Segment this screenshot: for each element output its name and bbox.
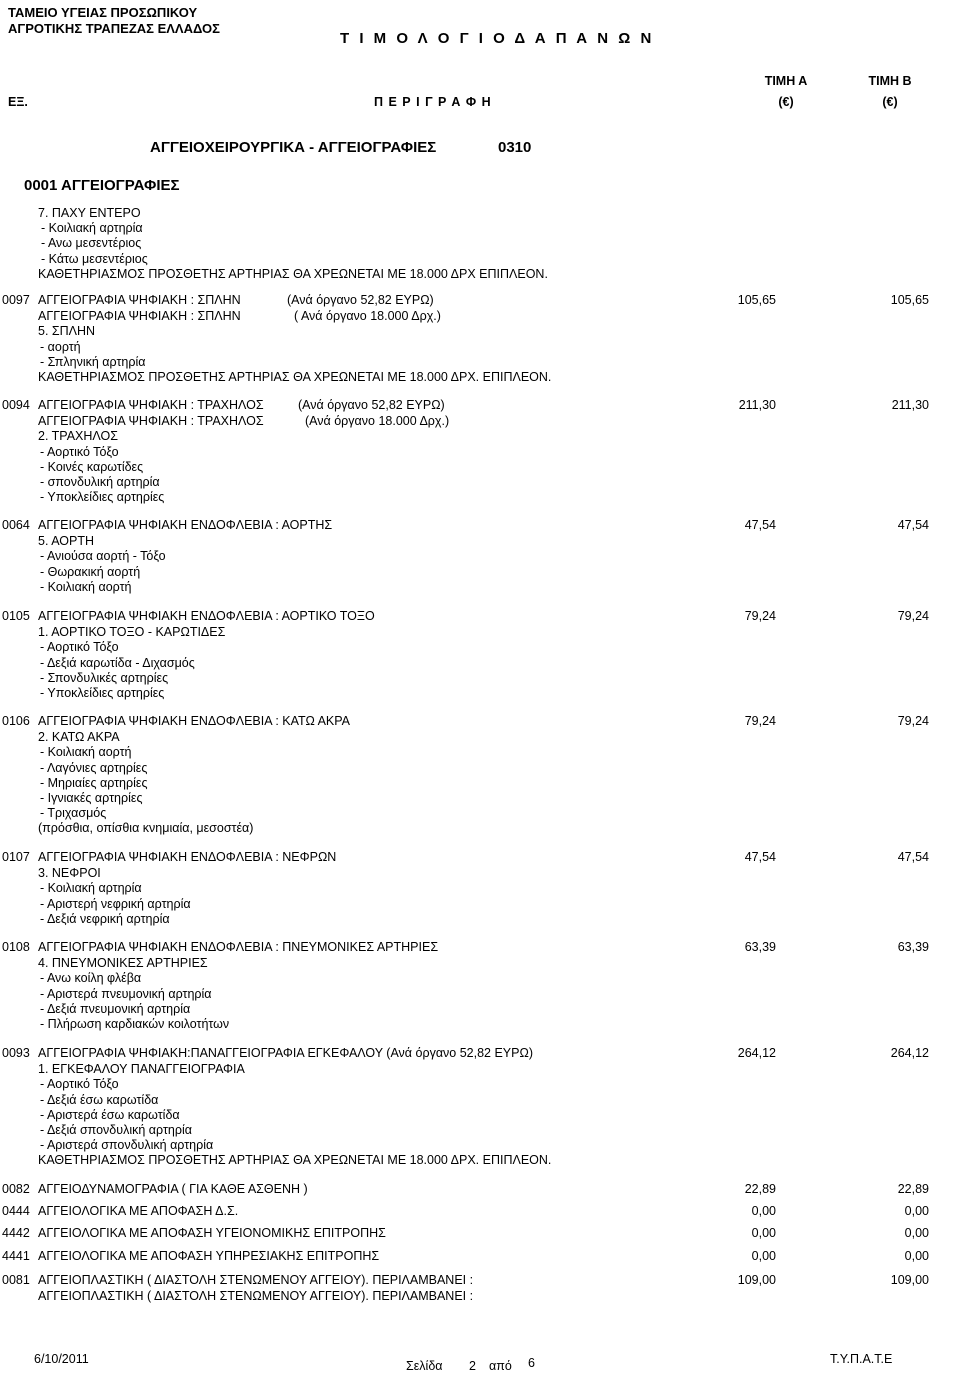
footer-of-label: από: [489, 1359, 512, 1373]
item-detail-line: - Κοιλιακή αρτηρία: [40, 881, 142, 896]
item-code: 4441: [2, 1249, 30, 1263]
item-description: ΑΓΓΕΙΟΓΡΑΦΙΑ ΨΗΦΙΑΚΗ ΕΝΔΟΦΛΕΒΙΑ : ΠΝΕΥΜΟΝΙΚΕΣ ΑΡΤΗΡΙΕΣ: [38, 940, 439, 954]
item-detail-line: - Αορτικό Τόξο: [40, 1077, 119, 1092]
item-description: ΑΓΓΕΙΟΓΡΑΦΙΑ ΨΗΦΙΑΚΗ ΕΝΔΟΦΛΕΒΙΑ : ΝΕΦΡΩΝ: [38, 850, 337, 864]
footer-org-abbr: Τ.Υ.Π.Α.Τ.Ε: [830, 1352, 893, 1366]
item-detail-line: - Αορτικό Τόξο: [40, 444, 119, 459]
item-description: ΑΓΓΕΙΟΛΟΓΙΚΑ ΜΕ ΑΠΟΦΑΣΗ ΥΓΕΙΟΝΟΜΙΚΗΣ ΕΠΙΤΡΟΠΗΣ: [38, 1226, 386, 1240]
item-detail-line: - Σπονδυλικές αρτηρίες: [40, 670, 169, 685]
column-header-code: ΕΞ.: [8, 95, 28, 109]
item-price-b: 264,12: [890, 1046, 929, 1060]
item-price-a: 0,00: [751, 1204, 776, 1218]
org-name-line2: ΑΓΡΟΤΙΚΗΣ ΤΡΑΠΕΖΑΣ ΕΛΛΑΔΟΣ: [8, 21, 220, 36]
item-price-b: 105,65: [890, 293, 929, 307]
item-code: 0093: [2, 1046, 30, 1060]
item-description: ΑΓΓΕΙΟΛΟΓΙΚΑ ΜΕ ΑΠΟΦΑΣΗ Δ.Σ.: [38, 1204, 239, 1218]
item-price-b: 0,00: [904, 1204, 929, 1218]
item-detail-line: - Μηριαίες αρτηρίες: [40, 775, 148, 790]
item-code: 0094: [2, 398, 30, 412]
item-detail-line: ΑΓΓΕΙΟΠΛΑΣΤΙΚΗ ( ΔΙΑΣΤΟΛΗ ΣΤΕΝΩΜΕΝΟΥ ΑΓΓΕΙΟΥ). ΠΕΡΙΛΑΜΒΑΝΕΙ :: [38, 1289, 474, 1304]
item-code: 0108: [2, 940, 30, 954]
item-detail-line: 5. ΑΟΡΤΗ: [38, 534, 95, 549]
intro-line: 7. ΠΑΧΥ ΕΝΤΕΡΟ: [38, 206, 141, 220]
item-description: ΑΓΓΕΙΟΓΡΑΦΙΑ ΨΗΦΙΑΚΗ ΕΝΔΟΦΛΕΒΙΑ : ΑΟΡΤΗΣ: [38, 518, 333, 532]
item-detail-line: 5. ΣΠΛΗΝ: [38, 324, 96, 339]
item-description: ΑΓΓΕΙΟΠΛΑΣΤΙΚΗ ( ΔΙΑΣΤΟΛΗ ΣΤΕΝΩΜΕΝΟΥ ΑΓΓΕΙΟΥ). ΠΕΡΙΛΑΜΒΑΝΕΙ :: [38, 1273, 474, 1287]
item-detail-line: - Σπληνική αρτηρία: [40, 354, 146, 369]
item-detail-line: - Πλήρωση καρδιακών κοιλοτήτων: [40, 1017, 230, 1031]
item-detail-line: 1. ΕΓΚΕΦΑΛΟΥ ΠΑΝΑΓΓΕΙΟΓΡΑΦΙΑ: [38, 1062, 245, 1077]
item-price-b: 0,00: [904, 1249, 929, 1263]
item-price-b: 79,24: [897, 714, 929, 728]
item-description: ΑΓΓΕΙΟΓΡΑΦΙΑ ΨΗΦΙΑΚΗ : ΤΡΑΧΗΛΟΣ: [38, 398, 264, 412]
item-rate-note: (Ανά όργανο 52,82 ΕΥΡΩ): [287, 293, 434, 307]
section-title: ΑΓΓΕΙΟΧΕΙΡΟΥΡΓΙΚΑ - ΑΓΓΕΙΟΓΡΑΦΙΕΣ: [150, 139, 437, 156]
item-detail-line: - αορτή: [40, 339, 81, 354]
item-detail-line: - Τριχασμός: [40, 806, 107, 821]
item-detail-line: ΚΑΘΕΤΗΡΙΑΣΜΟΣ ΠΡΟΣΘΕΤΗΣ ΑΡΤΗΡΙΑΣ ΘΑ ΧΡΕΩΝΕΤΑΙ ΜΕ 18.000 ΔΡΧ. ΕΠΙΠΛΕΟΝ.: [38, 370, 552, 384]
item-price-b: 211,30: [891, 398, 929, 412]
item-price-a: 47,54: [744, 518, 776, 532]
intro-line: - Ανω μεσεντέριος: [41, 236, 142, 251]
item-detail-line: - Κοιλιακή αορτή: [40, 745, 132, 760]
item-price-b: 63,39: [897, 940, 929, 954]
item-price-a: 264,12: [737, 1046, 776, 1060]
item-code: 0082: [2, 1182, 30, 1196]
org-name-line1: ΤΑΜΕΙΟ ΥΓΕΙΑΣ ΠΡΟΣΩΠΙΚΟΥ: [8, 5, 198, 20]
item-code: 0106: [2, 714, 30, 728]
footer-page-total: 6: [528, 1356, 535, 1370]
item-sub-description: ΑΓΓΕΙΟΓΡΑΦΙΑ ΨΗΦΙΑΚΗ : ΣΠΛΗΝ: [38, 309, 241, 324]
item-price-b: 47,54: [897, 518, 929, 532]
item-detail-line: ΚΑΘΕΤΗΡΙΑΣΜΟΣ ΠΡΟΣΘΕΤΗΣ ΑΡΤΗΡΙΑΣ ΘΑ ΧΡΕΩΝΕΤΑΙ ΜΕ 18.000 ΔΡΧ. ΕΠΙΠΛΕΟΝ.: [38, 1153, 552, 1168]
item-sub-description: ΑΓΓΕΙΟΓΡΑΦΙΑ ΨΗΦΙΑΚΗ : ΤΡΑΧΗΛΟΣ: [38, 414, 264, 429]
item-detail-line: - Κοινές καρωτίδες: [40, 459, 144, 474]
item-sub-rate-note: ( Ανά όργανο 18.000 Δρχ.): [294, 309, 441, 324]
subgroup-title: 0001 ΑΓΓΕΙΟΓΡΑΦΙΕΣ: [24, 177, 180, 194]
item-detail-line: - Αριστερή νεφρική αρτηρία: [40, 896, 191, 911]
item-price-a: 109,00: [737, 1273, 776, 1287]
item-price-b: 22,89: [897, 1182, 929, 1196]
item-code: 4442: [2, 1226, 30, 1240]
footer-date: 6/10/2011: [34, 1352, 89, 1366]
item-detail-line: - Δεξιά πνευμονική αρτηρία: [40, 1001, 191, 1016]
item-code: 0097: [2, 293, 30, 307]
item-detail-line: - Υποκλείδιες αρτηρίες: [40, 490, 165, 505]
item-detail-line: - Αριστερά σπονδυλική αρτηρία: [40, 1138, 214, 1153]
item-description: ΑΓΓΕΙΟΛΟΓΙΚΑ ΜΕ ΑΠΟΦΑΣΗ ΥΠΗΡΕΣΙΑΚΗΣ ΕΠΙΤΡΟΠΗΣ: [38, 1249, 380, 1263]
item-code: 0081: [2, 1273, 30, 1287]
column-header-price-b: ΤΙΜΗ Β: [868, 74, 912, 88]
item-rate-note: (Ανά όργανο 52,82 ΕΥΡΩ): [298, 398, 445, 412]
item-price-a: 63,39: [744, 940, 776, 954]
item-code: 0064: [2, 518, 30, 532]
intro-line: ΚΑΘΕΤΗΡΙΑΣΜΟΣ ΠΡΟΣΘΕΤΗΣ ΑΡΤΗΡΙΑΣ ΘΑ ΧΡΕΩΝΕΤΑΙ ΜΕ 18.000 ΔΡΧ ΕΠΙΠΛΕΟΝ.: [38, 266, 548, 281]
item-price-a: 0,00: [751, 1249, 776, 1263]
item-detail-line: - Κοιλιακή αορτή: [40, 579, 132, 594]
item-detail-line: - σπονδυλική αρτηρία: [40, 475, 160, 489]
item-description: ΑΓΓΕΙΟΔΥΝΑΜΟΓΡΑΦΙΑ ( ΓΙΑ ΚΑΘΕ ΑΣΘΕΝΗ ): [38, 1182, 308, 1196]
item-detail-line: 4. ΠΝΕΥΜΟΝΙΚΕΣ ΑΡΤΗΡΙΕΣ: [38, 956, 208, 971]
item-detail-line: - Θωρακική αορτή: [40, 564, 141, 579]
item-price-a: 105,65: [737, 293, 776, 307]
column-header-description: Π Ε Ρ Ι Γ Ρ Α Φ Η: [374, 95, 492, 109]
item-price-a: 211,30: [738, 398, 776, 412]
item-code: 0105: [2, 609, 30, 623]
section-code: 0310: [498, 139, 532, 156]
item-price-a: 47,54: [744, 850, 776, 864]
item-detail-line: - Αριστερά έσω καρωτίδα: [40, 1107, 180, 1122]
footer-page-label: Σελίδα: [406, 1359, 443, 1373]
item-detail-line: - Αορτικό Τόξο: [40, 640, 119, 655]
item-description: ΑΓΓΕΙΟΓΡΑΦΙΑ ΨΗΦΙΑΚΗ ΕΝΔΟΦΛΕΒΙΑ : ΚΑΤΩ ΑΚΡΑ: [38, 714, 350, 728]
item-detail-line: - Λαγόνιες αρτηρίες: [40, 760, 148, 775]
item-detail-line: - Ανιούσα αορτή - Τόξο: [40, 549, 166, 564]
item-sub-rate-note: (Ανά όργανο 18.000 Δρχ.): [305, 414, 450, 429]
item-code: 0444: [2, 1204, 30, 1218]
item-price-b: 79,24: [897, 609, 929, 623]
item-detail-line: 3. ΝΕΦΡΟΙ: [38, 866, 101, 881]
intro-line: - Κοιλιακή αρτηρία: [41, 221, 143, 236]
item-detail-line: - Υποκλείδιες αρτηρίες: [40, 686, 165, 700]
item-detail-line: - Ιγνιακές αρτηρίες: [40, 791, 143, 805]
item-detail-line: 2. ΤΡΑΧΗΛΟΣ: [38, 429, 118, 444]
item-detail-line: (πρόσθια, οπίσθια κνημιαία, μεσοστέα): [38, 821, 254, 836]
intro-line: - Κάτω μεσεντέριος: [41, 251, 148, 266]
item-detail-line: 2. ΚΑΤΩ ΑΚΡΑ: [38, 730, 120, 745]
item-price-b: 47,54: [897, 850, 929, 864]
item-price-b: 109,00: [890, 1273, 929, 1287]
item-price-a: 79,24: [744, 609, 776, 623]
item-price-a: 79,24: [744, 714, 776, 728]
item-price-a: 0,00: [751, 1226, 776, 1240]
column-header-price-b-unit: (€): [882, 95, 898, 109]
item-detail-line: - Δεξιά σπονδυλική αρτηρία: [40, 1123, 192, 1137]
footer-page-number: 2: [469, 1359, 476, 1373]
column-header-price-a: ΤΙΜΗ Α: [764, 74, 808, 88]
item-code: 0107: [2, 850, 30, 864]
item-detail-line: - Αριστερά πνευμονική αρτηρία: [40, 986, 212, 1001]
item-description: ΑΓΓΕΙΟΓΡΑΦΙΑ ΨΗΦΙΑΚΗ : ΣΠΛΗΝ: [38, 293, 241, 307]
item-price-a: 22,89: [744, 1182, 776, 1196]
item-detail-line: - Δεξιά καρωτίδα - Διχασμός: [40, 655, 195, 670]
item-detail-line: - Δεξιά έσω καρωτίδα: [40, 1092, 159, 1107]
document-title: Τ Ι Μ Ο Λ Ο Γ Ι Ο Δ Α Π Α Ν Ω Ν: [340, 30, 655, 47]
item-detail-line: 1. ΑΟΡΤΙΚΟ ΤΟΞΟ - ΚΑΡΩΤΙΔΕΣ: [38, 625, 226, 640]
item-detail-line: - Δεξιά νεφρική αρτηρία: [40, 911, 170, 926]
item-description: ΑΓΓΕΙΟΓΡΑΦΙΑ ΨΗΦΙΑΚΗ ΕΝΔΟΦΛΕΒΙΑ : ΑΟΡΤΙΚΟ ΤΟΞΟ: [38, 609, 375, 623]
item-detail-line: - Ανω κοίλη φλέβα: [40, 971, 142, 986]
item-description: ΑΓΓΕΙΟΓΡΑΦΙΑ ΨΗΦΙΑΚΗ:ΠΑΝΑΓΓΕΙΟΓΡΑΦΙΑ ΕΓΚΕΦΑΛΟΥ (Ανά όργανο 52,82 ΕΥΡΩ): [38, 1046, 533, 1060]
item-price-b: 0,00: [904, 1226, 929, 1240]
column-header-price-a-unit: (€): [778, 95, 794, 109]
